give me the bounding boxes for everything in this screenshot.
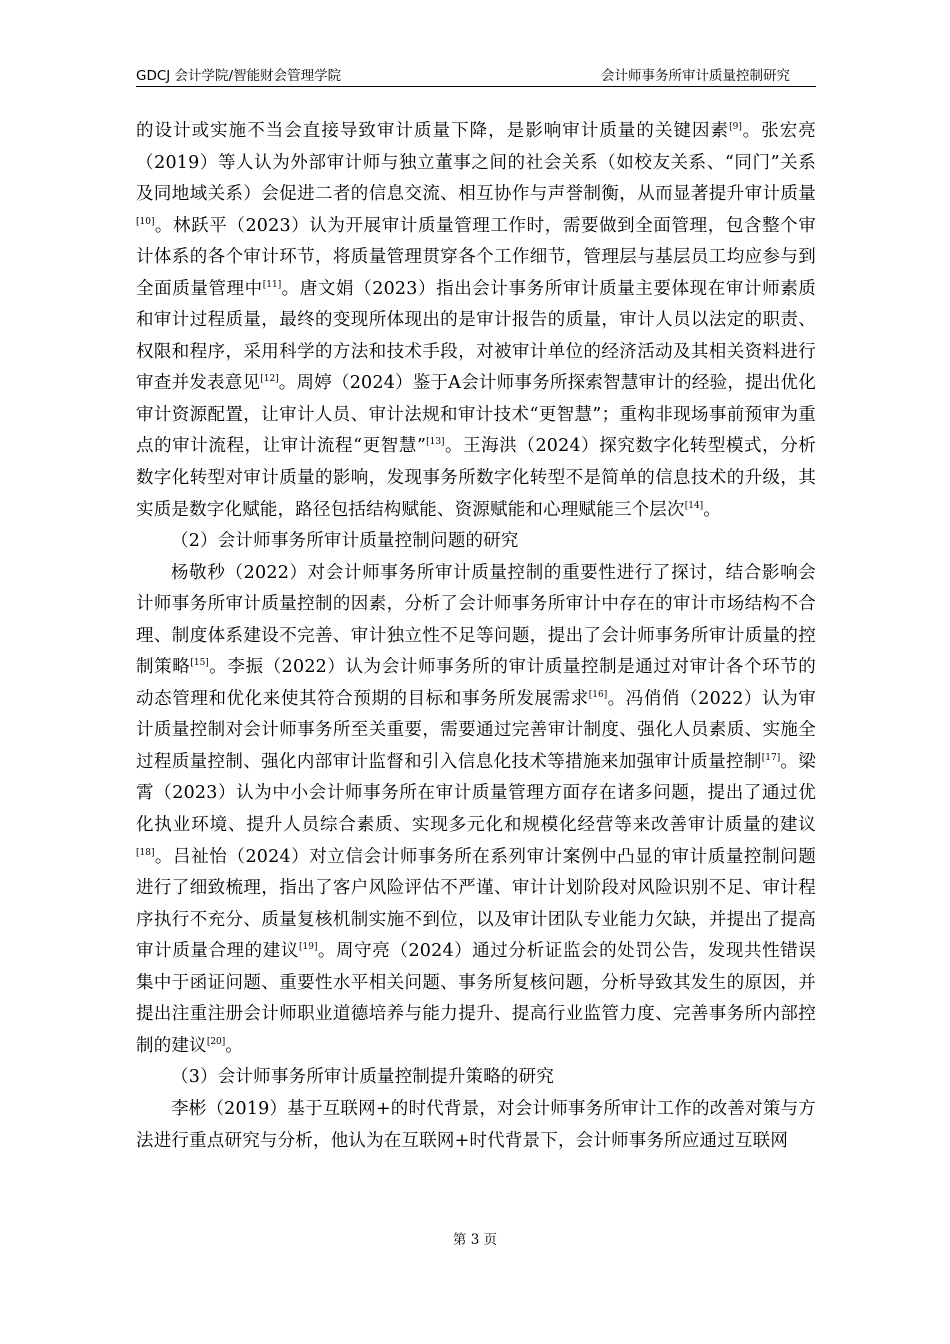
header-title: 会计师事务所审计质量控制研究 <box>601 68 790 84</box>
paragraph-1: 的设计或实施不当会直接导致审计质量下降，是影响审计质量的关键因素[9]。张宏亮（2019）等人认为外部审计师与独立董事之间的社会关系（如校友关系、“同门”关系及同地域关系）会促进二者的信息交流、相互协作与声誉制衡，从而显著提升审计质量[10]。林跃平（2023）认为开展审计质量管理工作时，需要做到全面管理，包含整个审计体系的各个审计环节，将质量管理贯穿各个工作细节，管理层与基层员工均应参与到全面质量管理中[11]。唐文娟（2023）指出会计事务所审计质量主要体现在审计师素质和审计过程质量，最终的变现所体现出的是审计报告的质量，审计人员以法定的职责、权限和程序，采用科学的方法和技术手段，对被审计单位的经济活动及其相关资料进行审查并发表意见[12]。周婷（2024）鉴于A会计师事务所探索智慧审计的经验，提出优化审计资源配置，让审计人员、审计法规和审计技术“更智慧”；重构非现场事前预审为重点的审计流程，让审计流程“更智慧”[13]。王海洪（2024）探究数字化转型模式，分析数字化转型对审计质量的影响，发现事务所数字化转型不是简单的信息技术的升级，其实质是数字化赋能，路径包括结构赋能、资源赋能和心理赋能三个层次[14]。 <box>136 121 816 520</box>
page-number: 第 3 页 <box>452 1232 498 1248</box>
main-text <box>136 116 816 1157</box>
citation: [12] <box>260 374 279 385</box>
paragraph-2: 杨敬秒（2022）对会计师事务所审计质量控制的重要性进行了探讨，结合影响会计师事务所审计质量控制的因素，分析了会计师事务所审计中存在的审计市场结构不合理、制度体系建设不完善、审计独立性不足等问题，提出了会计师事务所审计质量的控制策略[15]。李振（2022）认为会计师事务所的审计质量控制是通过对审计各个环节的动态管理和优化来使其符合预期的目标和事务所发展需求[16]。冯俏俏（2022）认为审计质量控制对会计师事务所至关重要，需要通过完善审计制度、强化人员素质、实施全过程质量控制、强化内部审计监督和引入信息化技术等措施来加强审计质量控制[17]。梁霄（2023）认为中小会计师事务所在审计质量管理方面存在诸多问题，提出了通过优化执业环境、提升人员综合素质、实现多元化和规模化经营等来改善审计质量的建议[18]。吕祉怡（2024）对立信会计师事务所在系列审计案例中凸显的审计质量控制问题进行了细致梳理，指出了客户风险评估不严谨、审计计划阶段对风险识别不足、审计程序执行不充分、质量复核机制实施不到位，以及审计团队专业能力欠缺，并提出了提高审计质量合理的建议[19]。周守亮（2024）通过分析证监会的处罚公告，发现共性错误集中于函证问题、重要性水平相关问题、事务所复核问题，分析导致其发生的原因，并提出注重注册会计师职业道德培养与能力提升、提高行业监管力度、完善事务所内部控制的建议[20]。 <box>136 562 817 1056</box>
paragraph-3: 李彬（2019）基于互联网+的时代背景，对会计师事务所审计工作的改善对策与方法进行重点研究与分析，他认为在互联网+时代背景下，会计师事务所应通过互联网 <box>136 1098 816 1151</box>
header-school: GDCJ 会计学院/智能财会管理学院 <box>136 68 342 84</box>
citation: [10] <box>136 216 155 227</box>
citation: [9] <box>729 122 742 133</box>
citation: [18] <box>136 847 155 858</box>
citation: [16] <box>588 690 608 701</box>
page-header <box>136 62 814 84</box>
section-heading-2: （2）会计师事务所审计质量控制问题的研究 <box>171 531 519 552</box>
section-heading-3: （3）会计师事务所审计质量控制提升策略的研究 <box>171 1067 555 1088</box>
citation: [15] <box>190 658 209 669</box>
citation: [14] <box>684 500 704 511</box>
citation: [17] <box>761 753 781 764</box>
citation: [11] <box>262 279 282 290</box>
citation: [19] <box>299 942 318 953</box>
header-rule <box>136 86 816 87</box>
citation: [20] <box>206 1037 226 1048</box>
citation: [13] <box>426 437 445 448</box>
